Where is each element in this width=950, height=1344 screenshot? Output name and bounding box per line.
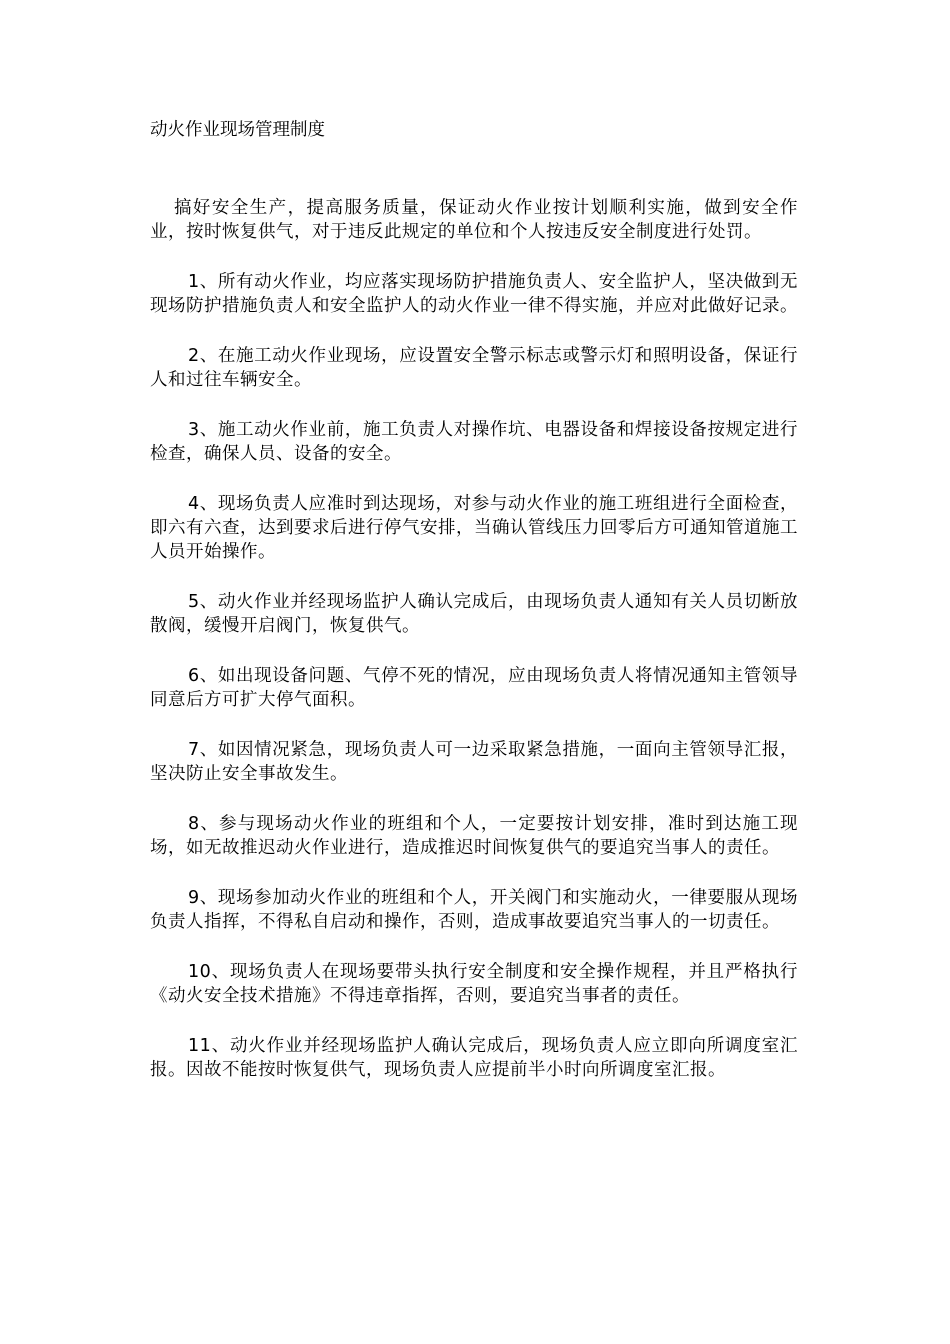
rule-item-10: 10、现场负责人在现场要带头执行安全制度和安全操作规程，并且严格执行《动火安全技术措施》不得违章指挥，否则，要追究当事者的责任。 — [150, 962, 798, 1006]
rule-item-9: 9、现场参加动火作业的班组和个人，开关阀门和实施动火，一律要服从现场负责人指挥，不得私自启动和操作，否则，造成事故要追究当事人的一切责任。 — [150, 888, 798, 932]
rule-item-8: 8、参与现场动火作业的班组和个人，一定要按计划安排，准时到达施工现场，如无故推迟动火作业进行，造成推迟时间恢复供气的要追究当事人的责任。 — [150, 814, 798, 858]
rule-item-3: 3、施工动火作业前，施工负责人对操作坑、电器设备和焊接设备按规定进行检查，确保人员、设备的安全。 — [150, 420, 798, 464]
rule-item-1: 1、所有动火作业，均应落实现场防护措施负责人、安全监护人，坚决做到无现场防护措施负责人和安全监护人的动火作业一律不得实施，并应对此做好记录。 — [150, 272, 798, 316]
rule-item-11: 11、动火作业并经现场监护人确认完成后，现场负责人应立即向所调度室汇报。因故不能按时恢复供气，现场负责人应提前半小时向所调度室汇报。 — [150, 1036, 798, 1080]
rule-item-2: 2、在施工动火作业现场，应设置安全警示标志或警示灯和照明设备，保证行人和过往车辆安全。 — [150, 346, 798, 390]
rule-item-5: 5、动火作业并经现场监护人确认完成后，由现场负责人通知有关人员切断放散阀，缓慢开启阀门，恢复供气。 — [150, 592, 798, 636]
intro-paragraph: 搞好安全生产，提高服务质量，保证动火作业按计划顺利实施，做到安全作业，按时恢复供气，对于违反此规定的单位和个人按违反安全制度进行处罚。 — [150, 198, 798, 242]
rule-item-4: 4、现场负责人应准时到达现场，对参与动火作业的施工班组进行全面检查，即六有六查，达到要求后进行停气安排，当确认管线压力回零后方可通知管道施工人员开始操作。 — [150, 494, 798, 562]
rule-item-6: 6、如出现设备问题、气停不死的情况，应由现场负责人将情况通知主管领导同意后方可扩大停气面积。 — [150, 666, 798, 710]
document-title: 动火作业现场管理制度 — [150, 120, 325, 140]
rule-item-7: 7、如因情况紧急，现场负责人可一边采取紧急措施，一面向主管领导汇报，坚决防止安全事故发生。 — [150, 740, 798, 784]
document-page — [150, 118, 798, 1108]
